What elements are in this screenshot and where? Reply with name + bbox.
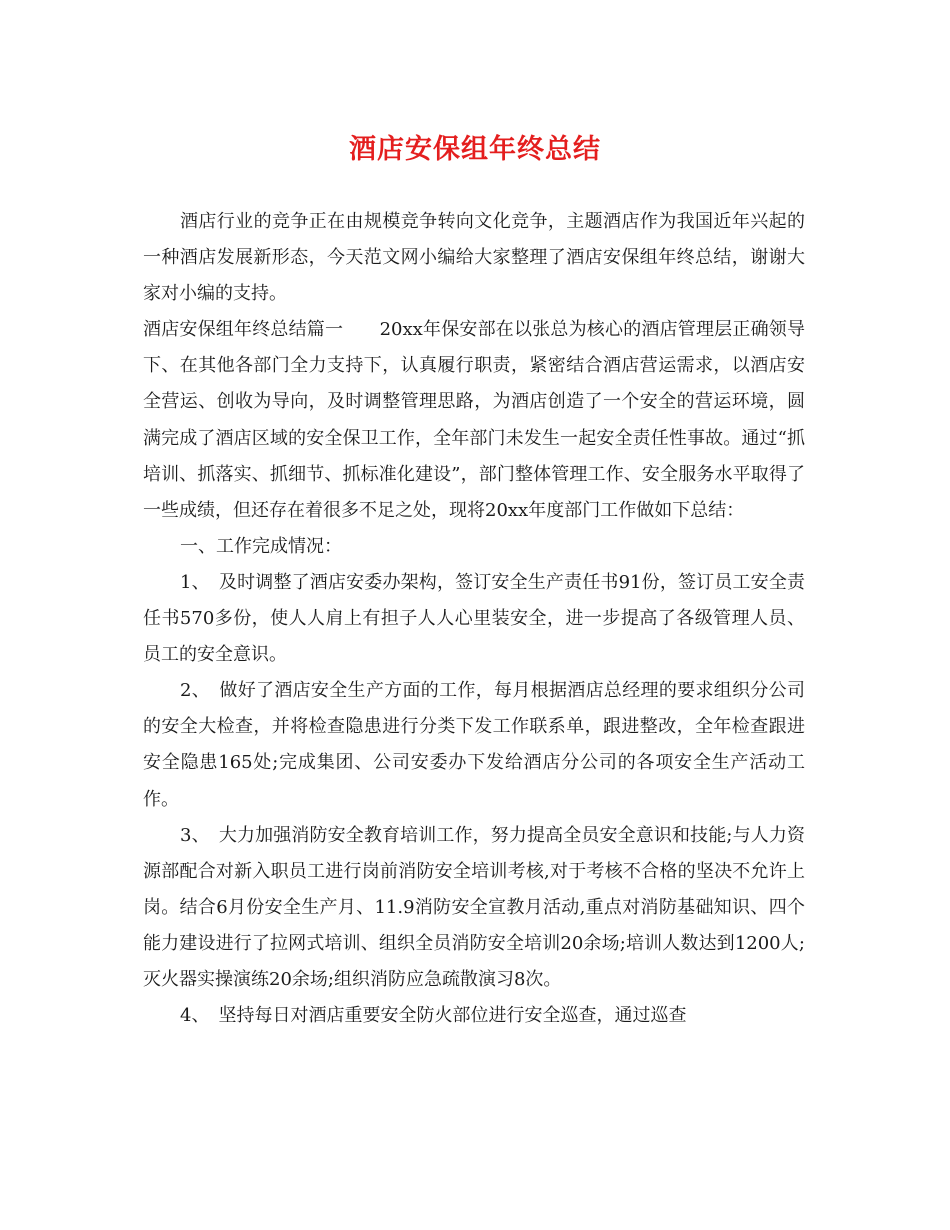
list-item: 4、 坚持每日对酒店重要安全防火部位进行安全巡查，通过巡查 [180, 1005, 687, 1027]
summary-paragraph: 酒店安保组年终总结篇一 20xx年保安部在以张总为核心的酒店管理层正确领导下、在其他各部门全力支持下，认真履行职责，紧密结合酒店营运需求，以酒店安全营运、创收为导向，及时调整管理思路，为酒店创造了一个安全的营运环境，圆满完成了酒店区域的安全保卫工作，全年部门未发生一起安全责任性事故。通过“抓培训、抓落实、抓细节、抓标准化建设”，部门整体管理工作、安全服务水平取得了一些成绩，但还存在着很多不足之处，现将20xx年度部门工作做如下总结： [143, 319, 805, 521]
list-item: 1、 及时调整了酒店安委办架构，签订安全生产责任书91份，签订员工安全责任书570多份，使人人肩上有担子人人心里装安全，进一步提高了各级管理人员、员工的安全意识。 [143, 571, 805, 666]
document-body [143, 204, 805, 1034]
list-item: 3、 大力加强消防安全教育培训工作，努力提高全员安全意识和技能;与人力资源部配合对新入职员工进行岗前消防安全培训考核,对于考核不合格的坚决不允许上岗。结合6月份安全生产月、11.9消防安全宣教月活动,重点对消防基础知识、四个能力建设进行了拉网式培训、组织全员消防安全培训20余场;培训人数达到1200人;灭火器实操演练20余场;组织消防应急疏散演习8次。 [143, 824, 805, 990]
list-item: 2、 做好了酒店安全生产方面的工作，每月根据酒店总经理的要求组织分公司的安全大检查，并将检查隐患进行分类下发工作联系单，跟进整改，全年检查跟进安全隐患165处;完成集团、公司安委办下发给酒店分公司的各项安全生产活动工作。 [143, 680, 805, 810]
section-heading: 一、工作完成情况： [180, 535, 342, 557]
document-title: 酒店安保组年终总结 [349, 134, 601, 165]
intro-paragraph: 酒店行业的竞争正在由规模竞争转向文化竞争，主题酒店作为我国近年兴起的一种酒店发展新形态，今天范文网小编给大家整理了酒店安保组年终总结，谢谢大家对小编的支持。 [143, 211, 805, 305]
